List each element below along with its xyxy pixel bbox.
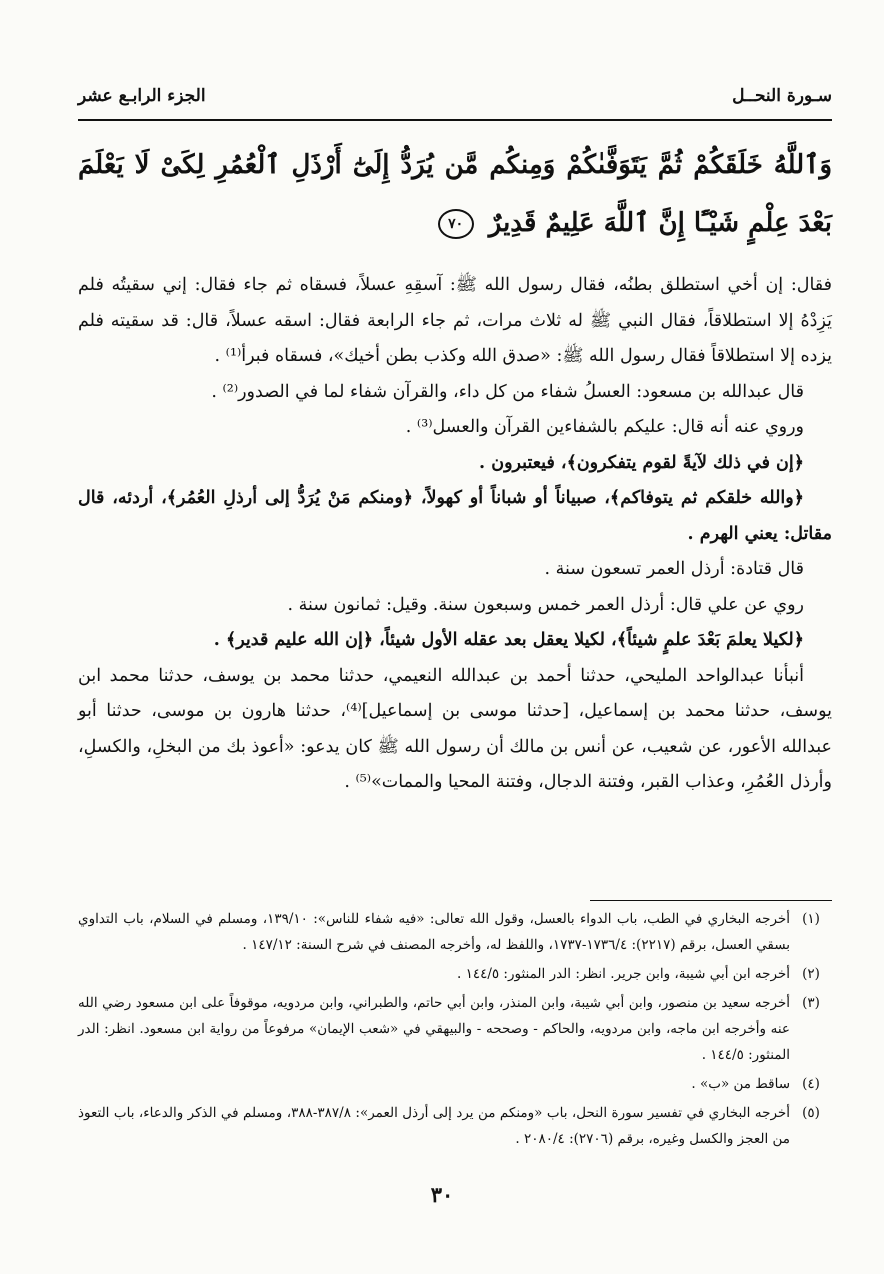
- surah-title: سـورة النحــل: [732, 86, 832, 106]
- running-header: [78, 76, 832, 116]
- footnote-number: (٣): [802, 995, 820, 1011]
- footnote: [78, 990, 832, 1068]
- footnote-text: أخرجه سعيد بن منصور، وابن أبي شيبة، وابن المنذر، وابن أبي حاتم، والطبراني، وابن مردويه، موقوفاً على ابن مسعود رضي الله عنه وأخرجه ابن ماجه، وابن مردويه، والحاكم - وصححه - والبيهقي في «شعب الإيمان» مرفوعاً من رواية ابن مسعود. انظر: الدر المنثور: ١٤٤/٥ .: [78, 995, 790, 1063]
- quran-verse: [78, 136, 832, 252]
- paragraph: ﴿إن في ذلك لآيةً لقوم يتفكرون﴾، فيعتبرون .: [479, 452, 804, 473]
- header-rule: [78, 119, 832, 121]
- page-number: ٣٠: [430, 1182, 454, 1207]
- juz-title: الجزء الرابـع عشر: [78, 86, 206, 106]
- paragraph: وروي عنه أنه قال: عليكم بالشفاءين القرآن والعسل⁽³⁾ .: [405, 417, 804, 437]
- paragraph: فقال: إن أخي استطلق بطنُه، فقال رسول الله ﷺ: آسقِهِ عسلاً، فسقاه ثم جاء فقال: إني سقيتُه فلم يَزِدْهُ إلا استطلاقاً، فقال النبي ﷺ له ثلاث مرات، ثم جاء الرابعة فقال: اسقه عسلاً، قال: قد سقيته فلم يزده إلا استطلاقاً فقال رسول الله ﷺ: «صدق الله وكذب بطن أخيك»، فسقاه فبرأ⁽¹⁾ .: [78, 275, 832, 366]
- footnote-text: أخرجه البخاري في تفسير سورة النحل، باب «ومنكم من يرد إلى أرذل العمر»: ٣٨٧/٨-٣٨٨، ومسلم في الذكر والدعاء، باب التعوذ من العجز والكسل وغيره، برقم (٢٧٠٦): ٢٠٨٠/٤ .: [78, 1105, 790, 1147]
- footnote-text: ساقط من «ب» .: [691, 1076, 790, 1092]
- paragraph: قال قتادة: أرذل العمر تسعون سنة .: [544, 559, 804, 579]
- footnote-number: (٥): [802, 1105, 820, 1121]
- footnote-text: أخرجه ابن أبي شيبة، وابن جرير. انظر: الدر المنثور: ١٤٤/٥ .: [456, 966, 790, 982]
- footnote-number: (٢): [802, 966, 820, 982]
- paragraph: أنبأنا عبدالواحد المليحي، حدثنا أحمد بن عبدالله النعيمي، حدثنا محمد بن يوسف، حدثنا محمد ابن يوسف، حدثنا محمد بن إسماعيل، [حدثنا موسى بن إسماعيل]⁽⁴⁾، حدثنا هارون بن موسى، حدثنا أبو عبدالله الأعور، عن شعيب، عن أنس بن مالك أن رسول الله ﷺ كان يدعو: «أعوذ بك من البخلِ، والكسلِ، وأرذل العُمُرِ، وعذاب القبر، وفتنة الدجال، وفتنة المحيا والممات»⁽⁵⁾ .: [78, 665, 832, 792]
- footnote: [78, 1100, 832, 1152]
- paragraph: روي عن علي قال: أرذل العمر خمس وسبعون سنة. وقيل: ثمانون سنة .: [287, 594, 804, 615]
- footnote: [78, 1071, 832, 1097]
- footnote-rule: [590, 900, 832, 901]
- footnote-number: (١): [802, 911, 820, 927]
- footnote-number: (٤): [802, 1076, 820, 1092]
- footnote: [78, 906, 832, 958]
- paragraph: قال عبدالله بن مسعود: العسلُ شفاء من كل داء، والقرآن شفاء لما في الصدور⁽²⁾ .: [211, 381, 804, 402]
- paragraph: ﴿لكيلا يعلمَ بَعْدَ علمٍ شيئاً﴾، لكيلا يعقل بعد عقله الأول شيئاً، ﴿إن الله عليم قدير﴾ .: [213, 630, 804, 650]
- footnote: [78, 961, 832, 987]
- footnote-text: أخرجه البخاري في الطب، باب الدواء بالعسل، وقول الله تعالى: «فيه شفاء للناس»: ١٣٩/١٠، ومسلم في السلام، باب التداوي بسقي العسل، برقم (٢٢١٧): ١٧٣٦/٤-١٧٣٧، واللفظ له، وأخرجه المصنف في شرح السنة: ١٤٧/١٢ .: [78, 911, 790, 953]
- footnotes: [78, 906, 832, 1155]
- paragraph: ﴿والله خلقكم ثم يتوفاكم﴾، صبياناً أو شباناً أو كهولاً، ﴿ومنكم مَنْ يُرَدُّ إلى أرذلِ العُمُر﴾، أردئه، قال مقاتل: يعني الهرم .: [78, 488, 832, 544]
- commentary-body: [78, 268, 832, 801]
- verse-text: وَٱللَّهُ خَلَقَكُمْ ثُمَّ يَتَوَفَّىٰكُمْ وَمِنكُم مَّن يُرَدُّ إِلَىٰٓ أَرْذَلِ ٱلْعُمُرِ لِكَىْ لَا يَعْلَمَ بَعْدَ عِلْمٍ شَيْـًٔا إِنَّ ٱللَّهَ عَلِيمٌ قَدِيرٌ: [78, 150, 832, 238]
- ayah-number-mark: ٧٠: [438, 209, 474, 239]
